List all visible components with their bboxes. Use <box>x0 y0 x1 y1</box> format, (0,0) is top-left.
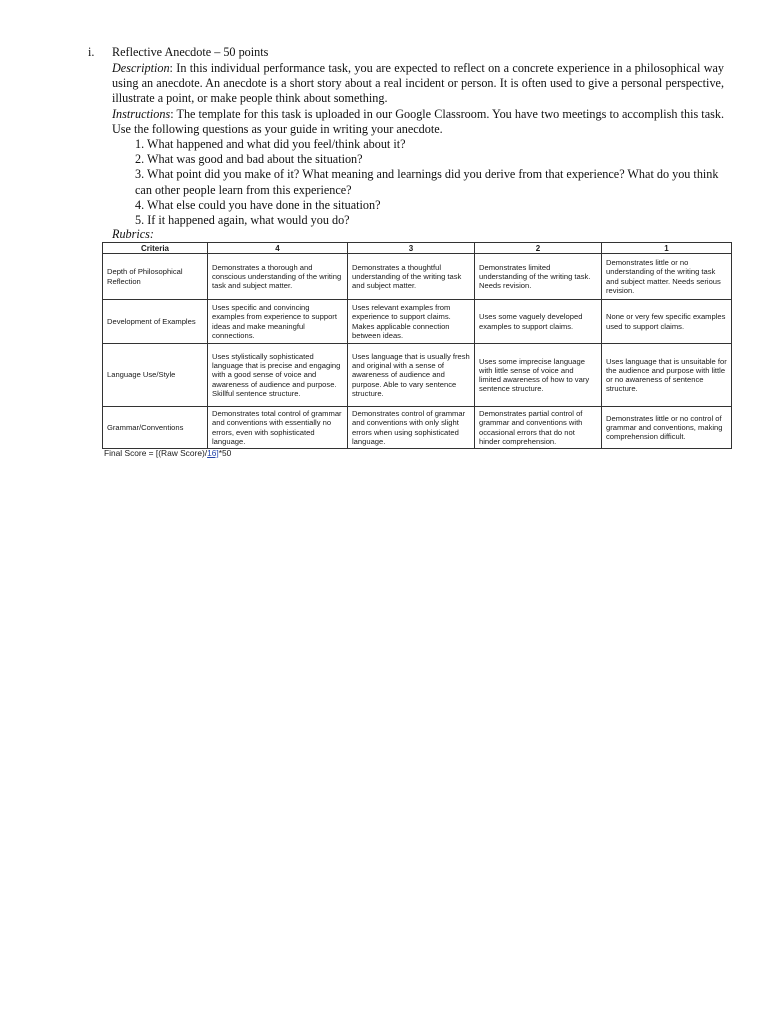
instructions-text: : The template for this task is uploaded in our Google Classroom. You have two meetings to accomplish this task. Use the following questions as your guide in writing your anecdote. <box>112 107 724 137</box>
rubric-criteria-cell: Language Use/Style <box>103 344 208 407</box>
rubrics-label: Rubrics: <box>112 227 154 241</box>
final-score-prefix: Final Score = [(Raw Score)/ <box>104 448 208 458</box>
rubric-cell: Uses some imprecise language with little sense of voice and limited awareness of how to vary sentence structure. <box>475 344 602 407</box>
rubric-table <box>102 242 732 449</box>
rubric-header-score-1: 1 <box>602 243 732 254</box>
description-paragraph <box>112 61 724 107</box>
rubric-row <box>103 344 732 407</box>
rubric-cell: Demonstrates limited understanding of the writing task. Needs revision. <box>475 254 602 300</box>
rubric-cell: Uses language that is unsuitable for the audience and purpose with little or no awareness of sentence structure. <box>602 344 732 407</box>
guide-question-5: 5. If it happened again, what would you do? <box>135 213 350 228</box>
final-score-link[interactable]: 16] <box>207 448 219 458</box>
instructions-label: Instructions <box>112 107 171 121</box>
guide-question-4: 4. What else could you have done in the situation? <box>135 197 381 212</box>
rubric-cell: Uses some vaguely developed examples to support claims. <box>475 300 602 344</box>
task-title: Reflective Anecdote – 50 points <box>112 45 269 59</box>
rubric-row <box>103 254 732 300</box>
rubric-row <box>103 300 732 344</box>
rubric-header-score-2: 2 <box>475 243 602 254</box>
rubric-row <box>103 407 732 449</box>
task-heading <box>88 45 728 60</box>
rubric-criteria-cell: Development of Examples <box>103 300 208 344</box>
rubric-cell: Demonstrates a thoughtful understanding of the writing task and subject matter. <box>348 254 475 300</box>
rubric-cell: Uses relevant examples from experience to support claims. Makes applicable connection between ideas. <box>348 300 475 344</box>
instructions-paragraph <box>112 107 724 137</box>
task-number: i. <box>88 45 95 59</box>
guide-question-1: 1. What happened and what did you feel/think about it? <box>135 137 406 151</box>
rubric-cell: Demonstrates control of grammar and conventions with only slight errors when using sophisticated language. <box>348 407 475 449</box>
rubric-cell: Demonstrates partial control of grammar and conventions with occasional errors that do not hinder comprehension. <box>475 407 602 449</box>
guide-question-3: 3. What point did you make of it? What meaning and learnings did you derive from that experience? What do you think can other people learn from this experience? <box>135 167 719 197</box>
rubric-cell: Uses stylistically sophisticated language that is precise and engaging with a good sense of voice and awareness of audience and purpose. Skillful sentence structure. <box>208 344 348 407</box>
final-score-suffix: *50 <box>218 448 232 458</box>
rubric-cell: Demonstrates a thorough and conscious understanding of the writing task and subject matter. <box>208 254 348 300</box>
rubric-header-score-3: 3 <box>348 243 475 254</box>
rubric-cell: None or very few specific examples used to support claims. <box>602 300 732 344</box>
rubric-cell: Demonstrates little or no understanding of the writing task and subject matter. Needs serious revision. <box>602 254 732 300</box>
rubric-criteria-cell: Depth of Philosophical Reflection <box>103 254 208 300</box>
description-text: : In this individual performance task, you are expected to reflect on a concrete experience in a philosophical way using an anecdote. An anecdote is a short story about a real incident or person. It is often used to give a personal perspective, illustrate a point, or make people think about something. <box>112 61 724 106</box>
rubric-cell: Demonstrates little or no control of grammar and conventions, making comprehension difficult. <box>602 407 732 449</box>
rubric-header-score-4: 4 <box>208 243 348 254</box>
rubric-cell: Demonstrates total control of grammar and conventions with essentially no errors, even with sophisticated language. <box>208 407 348 449</box>
rubric-header-criteria: Criteria <box>103 243 208 254</box>
rubric-criteria-cell: Grammar/Conventions <box>103 407 208 449</box>
guide-question-2: 2. What was good and bad about the situation? <box>135 152 363 167</box>
rubric-cell: Uses language that is usually fresh and original with a sense of awareness of audience and purpose. Able to vary sentence structure. <box>348 344 475 407</box>
guide-questions-list <box>135 137 725 228</box>
final-score-formula <box>104 448 231 458</box>
rubric-cell: Uses specific and convincing examples from experience to support ideas and make meaningful connections. <box>208 300 348 344</box>
rubric-header-row <box>103 243 732 254</box>
description-label: Description <box>112 61 170 75</box>
